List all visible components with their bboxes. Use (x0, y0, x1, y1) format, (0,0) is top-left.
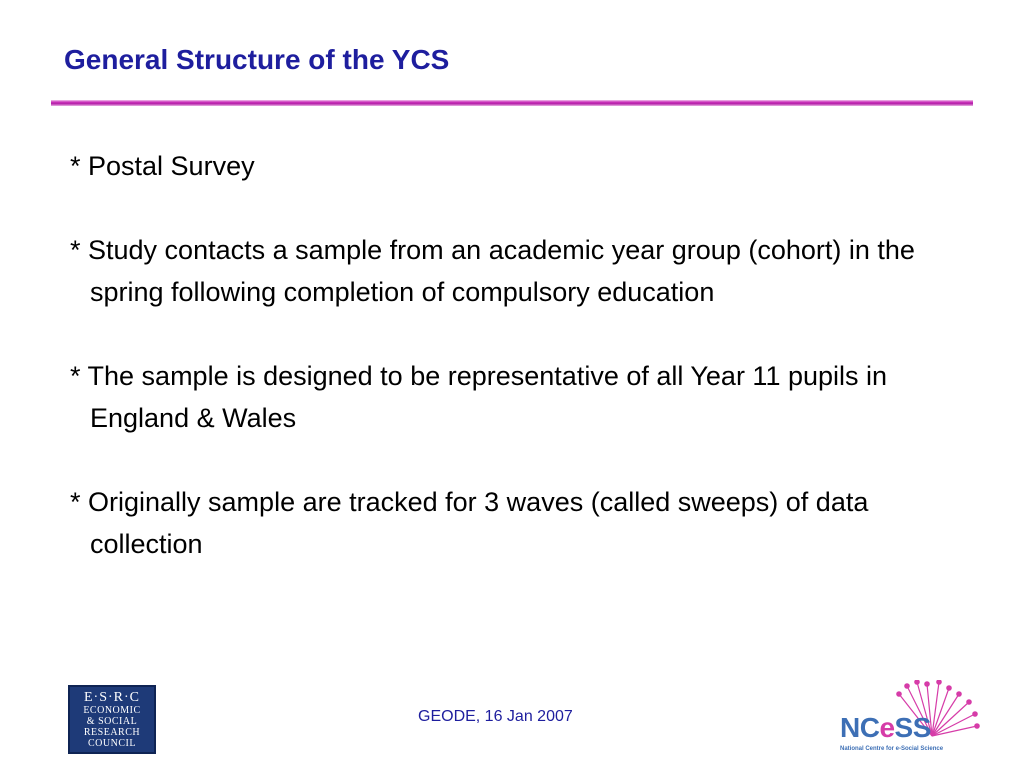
bullet-text: * The sample is designed to be representative of all Year 11 pupils in England & Wales (70, 361, 888, 433)
bullet-item (70, 481, 970, 565)
footer-text: GEODE, 16 Jan 2007 (418, 708, 573, 725)
esrc-logo (68, 685, 156, 754)
ncess-wordmark-part: NC (840, 712, 880, 743)
esrc-logo-initials: E·S·R·C (84, 690, 140, 705)
ncess-wordmark-part: e (879, 712, 895, 743)
bullet-item (70, 229, 970, 313)
esrc-logo-line: ECONOMIC (83, 705, 141, 716)
esrc-logo-line: & SOCIAL (86, 716, 138, 727)
bullet-item (70, 355, 970, 439)
bullet-item (70, 145, 970, 187)
slide-title: General Structure of the YCS (64, 44, 450, 75)
esrc-logo-line: RESEARCH (83, 727, 141, 738)
bullet-text: * Postal Survey (70, 151, 255, 181)
ncess-wordmark-part: SS (894, 712, 931, 743)
bullet-text: * Study contacts a sample from an academic year group (cohort) in the spring following completion of compulsory education (70, 235, 915, 307)
title-divider (51, 100, 973, 106)
bullet-text: * Originally sample are tracked for 3 waves (called sweeps) of data collection (70, 487, 869, 559)
ncess-wordmark (840, 712, 931, 744)
ncess-subtitle: National Centre for e-Social Science (840, 746, 944, 752)
ncess-logo (832, 680, 982, 755)
esrc-logo-line: COUNCIL (88, 738, 136, 749)
bullet-list (70, 145, 970, 565)
